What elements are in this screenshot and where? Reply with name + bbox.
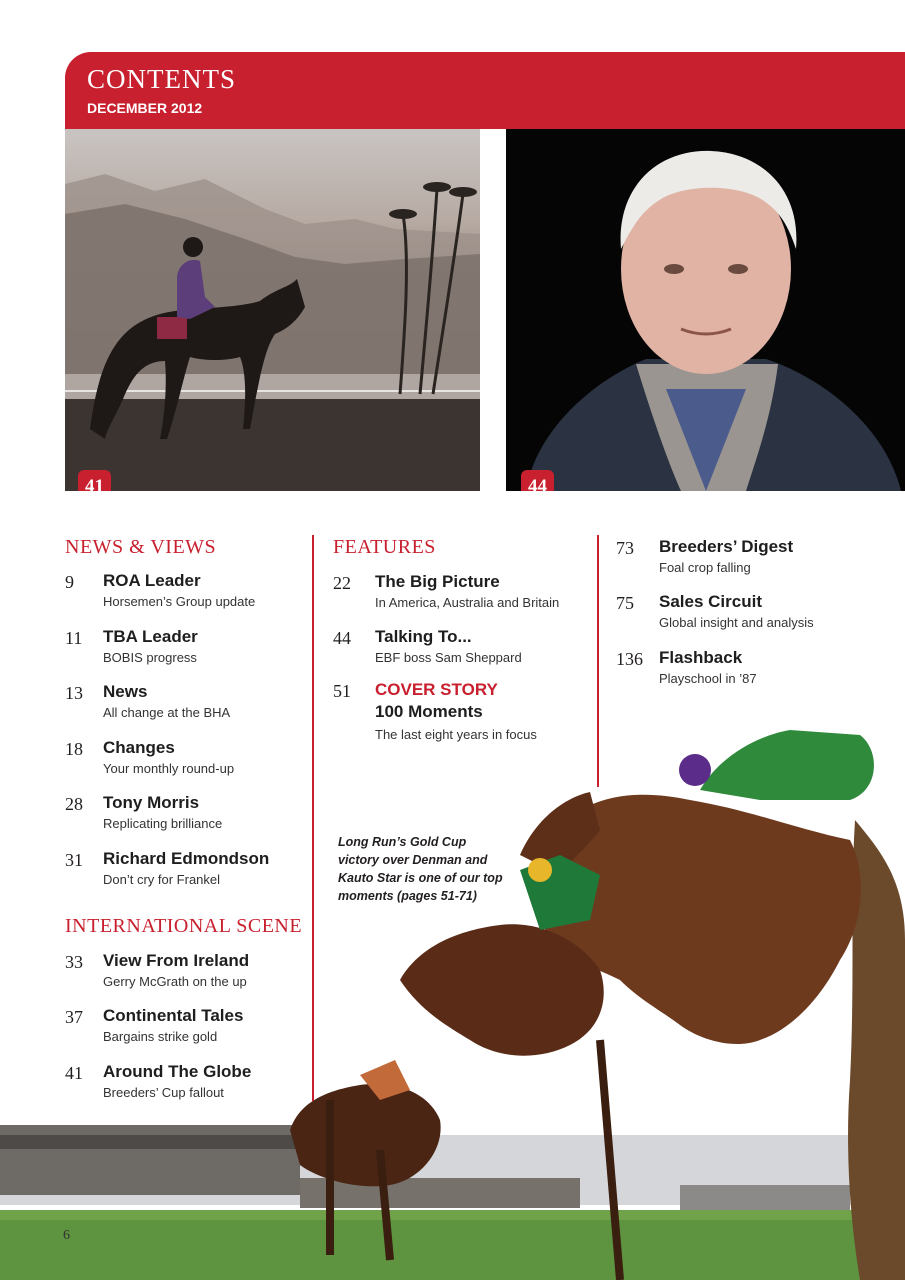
entry-title: Tony Morris — [103, 793, 200, 812]
entry-subtitle: EBF boss Sam Sheppard — [375, 650, 522, 665]
contents-header — [65, 52, 905, 129]
entry-subtitle: Your monthly round-up — [103, 761, 235, 776]
page-number: 9 — [65, 572, 74, 592]
entry-title: Around The Globe — [103, 1062, 252, 1081]
entry-title: View From Ireland — [103, 951, 250, 970]
entry-subtitle: Replicating brilliance — [103, 816, 223, 831]
portrait-illustration — [506, 129, 905, 491]
page-number: 13 — [65, 683, 83, 703]
entry-title: The Big Picture — [375, 572, 500, 591]
entry-title: Sales Circuit — [659, 592, 762, 611]
entry-subtitle: Foal crop falling — [659, 560, 751, 575]
entry-title: Breeders’ Digest — [659, 537, 794, 556]
page-number: 22 — [333, 573, 351, 593]
entry-subtitle: The last eight years in focus — [375, 727, 537, 742]
folio-page-number: 6 — [63, 1228, 70, 1243]
entry-title: Talking To... — [375, 627, 472, 646]
entry-subtitle: In America, Australia and Britain — [375, 595, 560, 610]
column-divider-left — [312, 535, 314, 1101]
international-heading: INTERNATIONAL SCENE — [65, 915, 303, 937]
entry-subtitle: BOBIS progress — [103, 650, 197, 665]
entry-title: 100 Moments — [375, 702, 483, 721]
page-number: 31 — [65, 850, 83, 870]
cover-photo-caption: Long Run’s Gold Cup victory over Denman and Kauto Star is one of our top moments (pages 51-71) — [338, 835, 503, 903]
page-badge-44[interactable]: 44 — [521, 470, 554, 491]
entry-subtitle: All change at the BHA — [103, 705, 231, 720]
entry-title: Continental Tales — [103, 1006, 244, 1025]
entry-subtitle: Global insight and analysis — [659, 615, 814, 630]
page-number: 18 — [65, 739, 83, 759]
page-number: 75 — [616, 593, 634, 613]
issue-date: DECEMBER 2012 — [87, 100, 203, 116]
page-number: 136 — [616, 649, 643, 669]
entry-title: ROA Leader — [103, 571, 201, 590]
news-views-heading: NEWS & VIEWS — [65, 536, 217, 558]
page-number: 51 — [333, 681, 351, 701]
page-number: 33 — [65, 952, 83, 972]
page-number: 11 — [65, 628, 83, 648]
page-badge-41[interactable]: 41 — [78, 470, 111, 491]
page-number: 28 — [65, 794, 83, 814]
entry-subtitle: Horsemen’s Group update — [103, 594, 256, 609]
page-number: 37 — [65, 1007, 83, 1027]
entry-subtitle: Don’t cry for Frankel — [103, 872, 221, 887]
entry-subtitle: Breeders’ Cup fallout — [103, 1085, 224, 1100]
entry-title: Richard Edmondson — [103, 849, 270, 868]
entry-title: TBA Leader — [103, 627, 198, 646]
entry-subtitle: Bargains strike gold — [103, 1029, 218, 1044]
entry-subtitle: Playschool in ’87 — [659, 671, 757, 686]
page-number: 44 — [333, 628, 351, 648]
contents-title: CONTENTS — [87, 64, 236, 94]
page-number: 41 — [65, 1063, 83, 1083]
santa-anita-photo[interactable] — [65, 129, 480, 491]
entry-title: Changes — [103, 738, 175, 757]
column-divider-right — [597, 535, 599, 787]
portrait-photo[interactable] — [506, 129, 905, 491]
entry-title: News — [103, 682, 148, 701]
entry-subtitle: Gerry McGrath on the up — [103, 974, 247, 989]
horse-silhouette-illustration — [65, 129, 480, 491]
features-heading: FEATURES — [333, 536, 436, 558]
page-number: 73 — [616, 538, 634, 558]
entry-title: Flashback — [659, 648, 743, 667]
cover-story-label: COVER STORY — [375, 680, 498, 699]
